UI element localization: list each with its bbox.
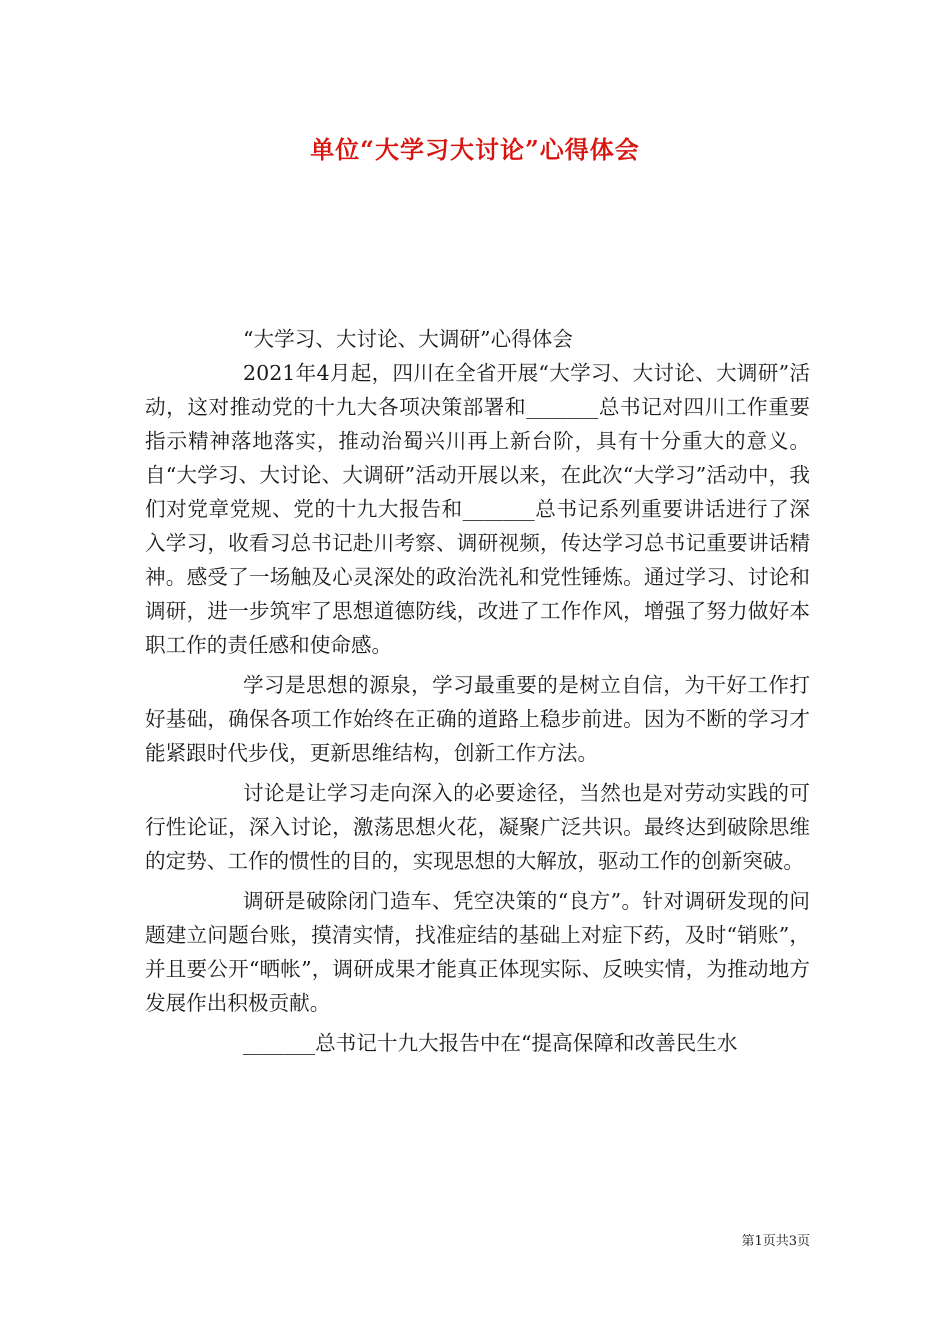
paragraph: 讨论是让学习走向深入的必要途径，当然也是对劳动实践的可行性论证，深入讨论，激荡思想火花，凝聚广泛共识。最终达到破除思维的定势、工作的惯性的目的，实现思想的大解放，驱动工作的创新突破。 [145,781,810,873]
paragraph-subtitle: “大学习、大讨论、大调研”心得体会 [243,327,573,351]
paragraph: _______总书记十九大报告中在“提高保障和改善民生水 [243,1031,738,1055]
paragraph: 2021年4月起，四川在全省开展“大学习、大讨论、大调研”活动，这对推动党的十九大各项决策部署和_______总书记对四川工作重要指示精神落地落实，推动治蜀兴川再上新台阶，具有十分重大的意义。自“大学习、大讨论、大调研”活动开展以来，在此次“大学习”活动中，我们对党章党规、党的十九大报告和_______总书记系列重要讲话进行了深入学习，收看习总书记赴川考察、调研视频，传达学习总书记重要讲话精神。感受了一场触及心灵深处的政治洗礼和党性锤炼。通过学习、讨论和调研，进一步筑牢了思想道德防线，改进了工作作风，增强了努力做好本职工作的责任感和使命感。 [145,361,810,657]
paragraph: 学习是思想的源泉，学习最重要的是树立自信，为干好工作打好基础，确保各项工作始终在正确的道路上稳步前进。因为不断的学习才能紧跟时代步伐，更新思维结构，创新工作方法。 [145,673,810,765]
document-body [145,322,810,1060]
paragraph: 调研是破除闭门造车、凭空决策的“良方”。针对调研发现的问题建立问题台账，摸清实情，找准症结的基础上对症下药，及时“销账”，并且要公开“晒帐”，调研成果才能真正体现实际、反映实情，为推动地方发展作出积极贡献。 [145,889,810,1015]
page-number: 第1页共3页 [741,1234,810,1249]
document-title: 单位“大学习大讨论”心得体会 [310,135,640,164]
